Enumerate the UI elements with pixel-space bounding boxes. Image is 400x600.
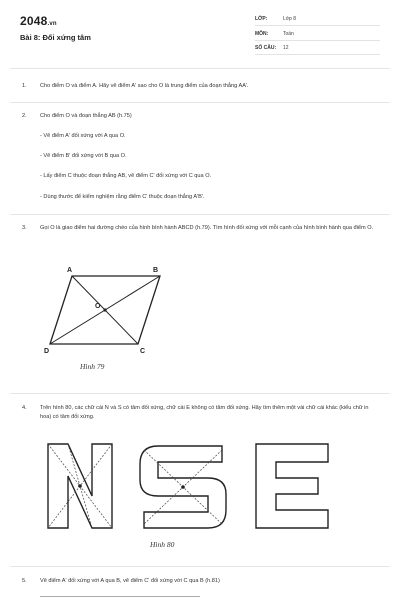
point-o [103, 308, 106, 311]
question-text: Gọi O là giao điểm hai đường chéo của hình bình hành ABCD (h.79). Tìm hình đối xứng với mỗi cạnh của hình bình hành qua điểm O. [40, 225, 374, 231]
label-a: A [67, 267, 73, 274]
figure-79-caption: Hình 79 [80, 362, 105, 371]
letter-s [140, 446, 226, 528]
letter-n [48, 444, 112, 528]
label-d: D [44, 348, 50, 355]
figure-80-letters [40, 436, 340, 536]
divider [10, 214, 390, 215]
meta-class-value: Lớp 8 [283, 16, 297, 22]
sub-item: - Lấy điểm C thuộc đoạn thẳng AB, vẽ điểm C' đối xứng với C qua O. [40, 173, 212, 179]
logo-main: 2048 [20, 14, 48, 28]
label-b: B [153, 267, 159, 274]
figure-80-caption: Hình 80 [150, 540, 175, 549]
sub-item: - Vẽ điểm A' đối xứng với A qua O. [40, 133, 126, 139]
sub-item: - Dùng thước để kiểm nghiệm rằng điểm C' thuộc đoạn thẳng A'B'. [40, 194, 205, 200]
question-text: Vẽ điểm A' đối xứng với A qua B, vẽ điểm C' đối xứng với C qua B (h.81) [40, 578, 220, 584]
meta-subject-key: MÔN: [255, 31, 269, 37]
question-number: 1. [22, 83, 27, 89]
header-divider [10, 68, 390, 69]
meta-subject-value: Toán [283, 31, 294, 37]
question-text: Cho điểm O và điểm A. Hãy vẽ điểm A' sao cho O là trung điểm của đoạn thẳng AA'. [40, 83, 249, 89]
meta-count-value: 12 [283, 45, 289, 51]
figure-81-top-edge [40, 596, 200, 597]
page-header [0, 0, 400, 64]
meta-class-key: LỚP: [255, 16, 268, 22]
question-number: 4. [22, 405, 27, 411]
meta-count [255, 43, 380, 55]
figure-79-parallelogram [40, 262, 180, 357]
question-number: 5. [22, 578, 27, 584]
question-text: Trên hình 80, các chữ cái N và S có tâm đối xứng, chữ cái E không có tâm đối xứng. Hãy tìm thêm một vài chữ cái khác (kiểu chữ in hoa) có tâm đối xứng. [40, 405, 369, 420]
meta-count-key: SỐ CÂU: [255, 45, 277, 51]
letter-e [256, 444, 328, 528]
meta-subject [255, 29, 380, 41]
question-number: 3. [22, 225, 27, 231]
lesson-title: Bài 8: Đối xứng tâm [20, 33, 91, 42]
label-o: O [95, 303, 101, 310]
meta-class [255, 14, 380, 26]
question-text: Cho điểm O và đoạn thẳng AB (h.75) [40, 113, 132, 119]
divider [10, 393, 390, 394]
question-number: 2. [22, 113, 27, 119]
logo-suffix: .vn [47, 21, 57, 27]
site-logo[interactable] [20, 14, 57, 28]
divider [10, 566, 390, 567]
divider [10, 102, 390, 103]
label-c: C [140, 348, 146, 355]
sub-item: - Vẽ điểm B' đối xứng với B qua O. [40, 153, 127, 159]
